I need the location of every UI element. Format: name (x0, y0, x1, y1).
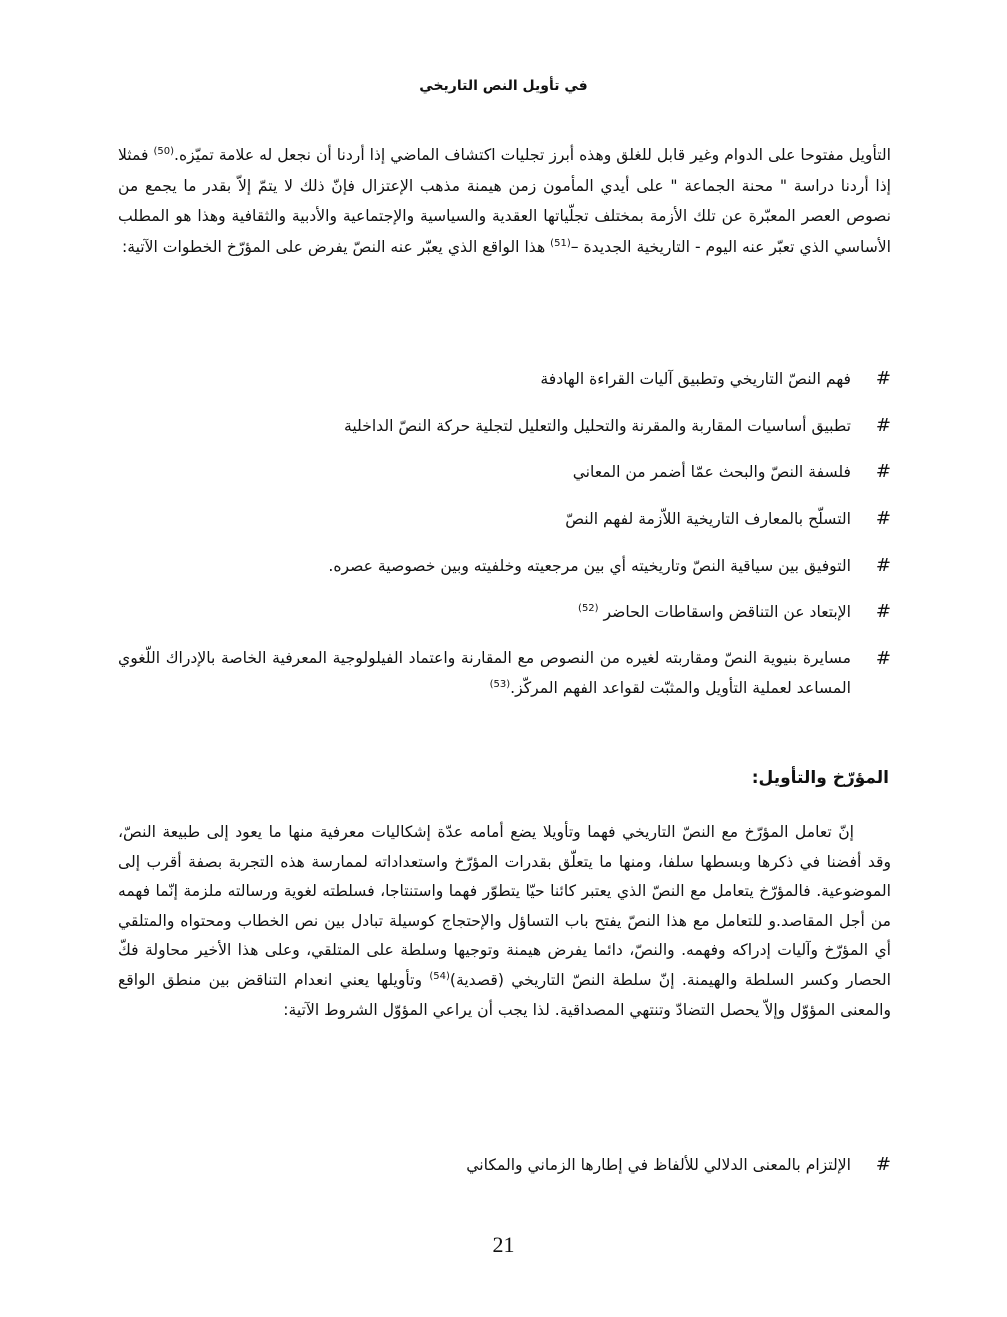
list-item (118, 644, 891, 703)
hash-bullet: # (875, 1154, 891, 1175)
hash-bullet: # (875, 648, 891, 669)
page-number: 21 (492, 1232, 515, 1257)
footnote-ref-53: (53) (489, 678, 511, 690)
running-header: في تأويل النص التاريخي (419, 78, 588, 94)
footnote-ref-50: (50) (153, 145, 175, 157)
list-item (118, 1150, 891, 1180)
conditions-list (118, 1150, 891, 1180)
list-item-text: تطبيق أساسيات المقاربة والمقرنة والتحليل والتعليل لتجلية حركة النصّ الداخلية (343, 417, 851, 435)
list-item (118, 597, 891, 627)
section-text-part1: إنّ تعامل المؤرّخ مع النصّ التاريخي فهما وتأويلا يضع أمامه عدّة إشكاليات معرفية منها ما يعود إلى طبيعة النصّ، وقد أفضنا في ذكرها وبسطها سلفا، ومنها ما يتعلّق بقدرات المؤرّخ واستعداداته لممارسة هذه التجربة بصفة أقرب إلى الموضوعية. فالمؤرّخ يتعامل مع النصّ الذي يعتبر كائنا حيّا يتطوّر فهما واستنتاجا، فسلطته لغوية ورسالته ملزمة إنّما فهمه من أجل المقاصد.و للتعامل مع هذا النصّ يفتح باب التساؤل والإحتجاج كوسيلة تبادل بين نص الخطاب ومحتواه والمتلقي أي المؤرّخ وآليات إدراكه وفهمه. والنصّ، دائما يفرض هيمنة وتوجيها وسلطة على المتلقي، وعلى هذا الأخير محاولة فكّ الحصار وكسر السلطة والهيمنة. إنّ سلطة النصّ التاريخي (قصدية) (118, 823, 891, 989)
list-item (118, 504, 891, 534)
list-item-text: التسلّح بالمعارف التاريخية اللاّزمة لفهم النصّ (565, 510, 851, 528)
hash-bullet: # (875, 415, 891, 436)
hash-bullet: # (875, 508, 891, 529)
intro-text-part2: فمثلا إذا أردنا دراسة " محنة الجماعة " على أيدي المأمون زمن هيمنة مذهب الإعتزال فإنّ ذلك لا يتمّ إلاّ بقدر ما يجمع من نصوص العصر المعبّرة عن تلك الأزمة بمختلف تجلّياتها العقدية والسياسية والإجتماعية والأدبية والثقافية وهذا هو المطلب الأساسي الذي تعبّر عنه اليوم - التاريخية الجديدة – (118, 146, 891, 256)
hash-bullet: # (875, 368, 891, 389)
section-text-part2: وتأويلها يعني انعدام التناقض بين منطق الواقع والمعنى المؤوّل وإلاّ يحصل التضادّ وتنتهي المصداقية. لذا يجب أن يراعي المؤوّل الشروط الآتية: (118, 970, 891, 1019)
hash-bullet: # (875, 555, 891, 576)
steps-list (118, 364, 891, 703)
hash-bullet: # (875, 601, 891, 622)
section-paragraph (118, 818, 891, 1025)
section-heading: المؤرّخ والتأويل: (751, 768, 889, 788)
hash-bullet: # (875, 461, 891, 482)
footnote-ref-52: (52) (578, 602, 599, 614)
list-item (118, 411, 891, 441)
footnote-ref-51: (51) (550, 237, 571, 249)
intro-text-part1: التأويل مفتوحا على الدوام وغير قابل للغلق وهذه أبرز تجليات اكتشاف الماضي إذا أردنا أن نجعل له علامة تميّزه. (174, 146, 892, 164)
list-item (118, 364, 891, 394)
list-item-text: الإبتعاد عن التناقض واسقاطات الحاضر (598, 603, 851, 621)
intro-paragraph (118, 140, 891, 262)
list-item (118, 551, 891, 581)
list-item-text: التوفيق بين سياقية النصّ وتاريخيته أي بين مرجعيته وخلفيته وبين خصوصية عصره. (328, 557, 851, 575)
footnote-ref-54: (54) (429, 970, 450, 982)
list-item-text: الإلتزام بالمعنى الدلالي للألفاظ في إطارها الزماني والمكاني (466, 1156, 851, 1174)
list-item-text: فهم النصّ التاريخي وتطبيق آليات القراءة الهادفة (540, 370, 851, 388)
list-item-text: فلسفة النصّ والبحث عمّا أضمر من المعاني (572, 463, 851, 481)
list-item-text: مسايرة بنيوية النصّ ومقاربته لغيره من النصوص مع المقارنة واعتماد الفيلولوجية المعرفية الخاصة بالإدراك اللّغوي المساعد لعملية التأويل والمثبّت لقواعد الفهم المركّز. (118, 649, 851, 697)
list-item (118, 457, 891, 487)
intro-text-part3: هذا الواقع الذي يعبّر عنه النصّ يفرض على المؤرّخ الخطوات الآتية: (121, 237, 551, 256)
